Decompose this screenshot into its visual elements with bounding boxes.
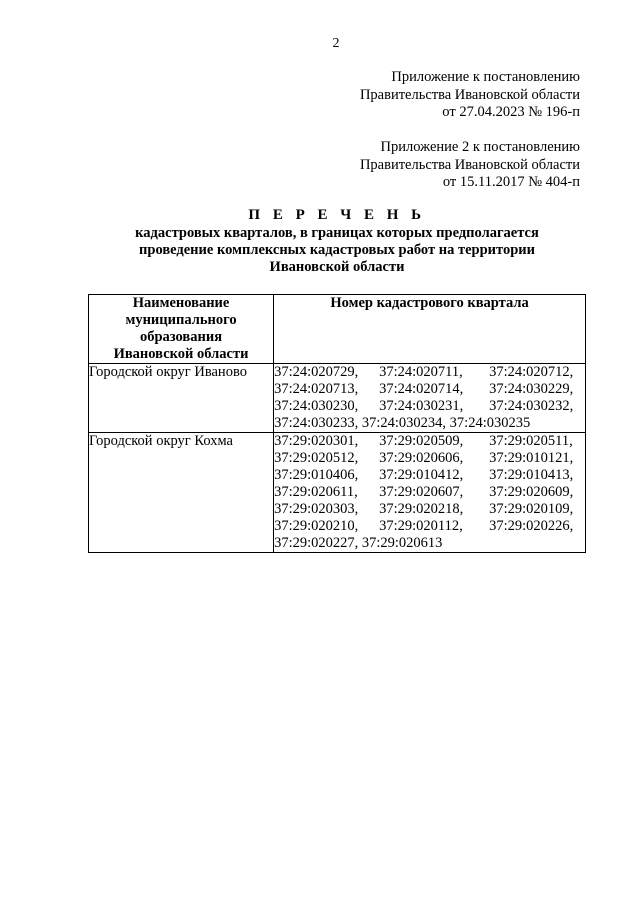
quarter-code: 37:29:020109, xyxy=(489,501,574,517)
quarter-code: 37:24:020713, xyxy=(274,381,359,397)
quarter-code: 37:29:020512, xyxy=(274,450,359,466)
table-row xyxy=(89,433,586,553)
header-municipality xyxy=(89,295,274,364)
quarter-code-grid xyxy=(274,364,585,415)
header-name-line-3: образования xyxy=(139,329,223,345)
quarter-code: 37:24:020711, xyxy=(379,364,463,380)
appendix-1-line-2: Правительства Ивановской области xyxy=(359,86,580,103)
quarter-code: 37:24:030232, xyxy=(489,398,574,414)
quarter-code: 37:29:010412, xyxy=(379,467,464,483)
quarter-code: 37:24:030230, xyxy=(274,398,359,414)
quarter-code: 37:29:020112, xyxy=(379,518,463,534)
header-name-line-4: Ивановской области xyxy=(113,346,249,362)
quarter-code: 37:24:020714, xyxy=(379,381,464,397)
quarter-code: 37:29:020226, xyxy=(489,518,574,534)
appendix-1-line-3: от 27.04.2023 № 196-п xyxy=(442,104,580,120)
quarter-code: 37:29:020606, xyxy=(379,450,464,466)
quarter-code: 37:29:020511, xyxy=(489,433,573,449)
quarter-code: 37:24:030231, xyxy=(379,398,464,414)
appendix-2-line-2: Правительства Ивановской области xyxy=(359,156,580,173)
municipality-name: Городской округ Кохма xyxy=(89,433,274,553)
title-line-2: проведение комплексных кадастровых работ на территории xyxy=(139,242,535,258)
quarter-code: 37:29:010406, xyxy=(274,467,359,483)
appendix-block-2 xyxy=(360,139,580,192)
appendix-block-1 xyxy=(360,69,580,122)
page-number: 2 xyxy=(332,36,340,51)
municipality-name: Городской округ Иваново xyxy=(89,364,274,433)
quarter-codes xyxy=(274,433,586,553)
quarter-code: 37:29:020210, xyxy=(274,518,359,534)
quarter-code: 37:29:020611, xyxy=(274,484,358,500)
header-quarter-number: Номер кадастрового квартала xyxy=(274,295,586,364)
quarter-code-grid xyxy=(274,433,585,535)
quarter-code-last-line: 37:29:020227, 37:29:020613 xyxy=(274,535,443,551)
quarter-code: 37:29:020609, xyxy=(489,484,574,500)
quarter-code: 37:29:010121, xyxy=(489,450,574,466)
document-title xyxy=(88,207,586,276)
cadastral-quarters-table xyxy=(88,294,586,553)
table-header-row xyxy=(89,295,586,364)
quarter-code: 37:24:020712, xyxy=(489,364,574,380)
quarter-code: 37:24:030229, xyxy=(489,381,574,397)
quarter-code-last-line: 37:24:030233, 37:24:030234, 37:24:030235 xyxy=(274,415,531,431)
quarter-code: 37:29:020509, xyxy=(379,433,464,449)
header-name-line-2: муниципального xyxy=(125,312,237,328)
appendix-2-line-1: Приложение 2 к постановлению xyxy=(380,139,580,155)
title-line-1: кадастровых кварталов, в границах которых предполагается xyxy=(135,225,539,241)
quarter-codes xyxy=(274,364,586,433)
table-row xyxy=(89,364,586,433)
appendix-1-line-1: Приложение к постановлению xyxy=(391,69,580,85)
quarter-code: 37:29:020301, xyxy=(274,433,359,449)
appendix-2-line-3: от 15.11.2017 № 404-п xyxy=(442,174,580,190)
header-name-line-1: Наименование xyxy=(132,295,230,311)
quarter-code: 37:29:020607, xyxy=(379,484,464,500)
title-word: П Е Р Е Ч Е Н Ь xyxy=(248,207,426,223)
quarter-code: 37:29:020303, xyxy=(274,501,359,517)
title-line-3: Ивановской области xyxy=(269,259,405,275)
quarter-code: 37:24:020729, xyxy=(274,364,359,380)
quarter-code: 37:29:020218, xyxy=(379,501,464,517)
quarter-code: 37:29:010413, xyxy=(489,467,574,483)
